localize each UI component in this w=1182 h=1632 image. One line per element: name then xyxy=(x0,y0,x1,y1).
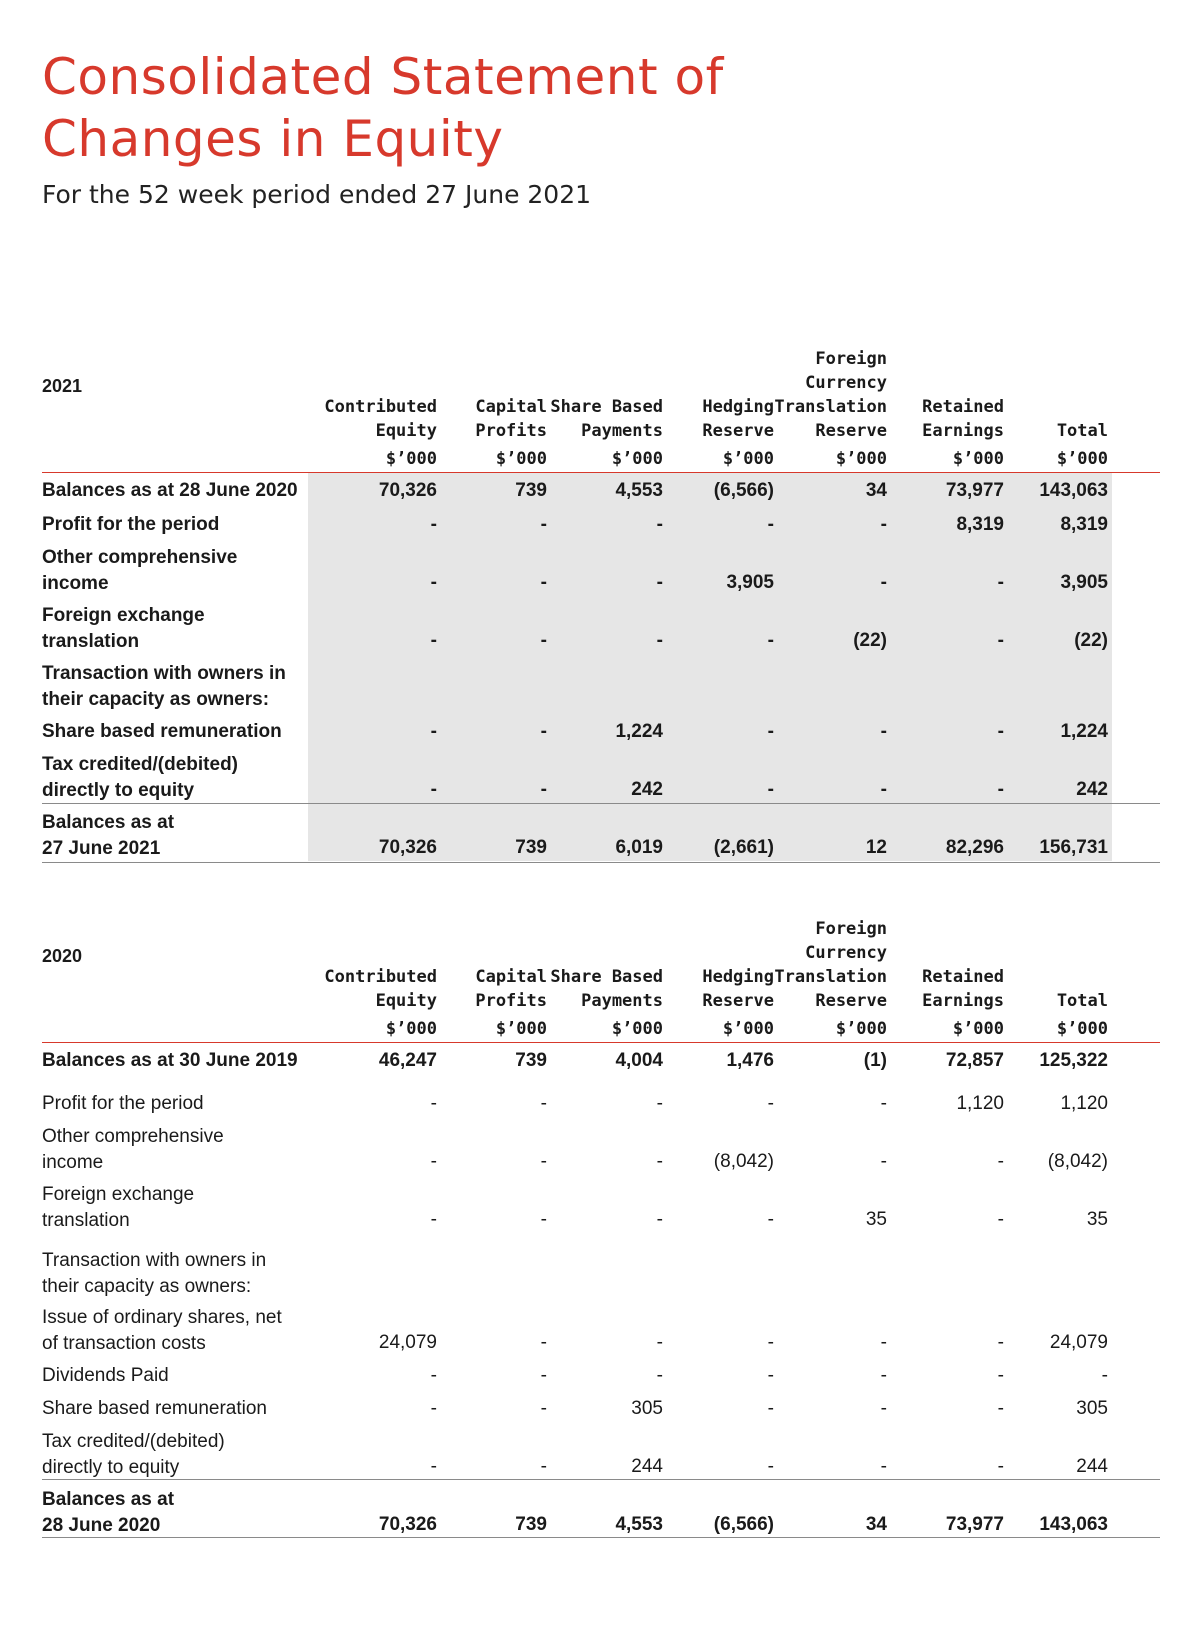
page-subtitle: For the 52 week period ended 27 June 2021 xyxy=(42,180,592,209)
cell-capital-profits: - xyxy=(540,1093,547,1114)
cell-total: 305 xyxy=(1076,1398,1108,1419)
row-label: Share based remuneration xyxy=(42,721,282,742)
cell-total: - xyxy=(1101,1365,1108,1386)
cell-total: 242 xyxy=(1076,779,1108,800)
column-header-hedging-reserve: Hedging Reserve $’000 xyxy=(702,967,774,1039)
cell-share-based-payments: 305 xyxy=(631,1398,663,1419)
cell-total: 3,905 xyxy=(1060,572,1108,593)
row-label: Other comprehensive income xyxy=(42,547,238,594)
cell-retained-earnings: - xyxy=(997,572,1004,593)
cell-capital-profits: - xyxy=(540,1398,547,1419)
cell-retained-earnings: - xyxy=(997,779,1004,800)
row-label: Balances as at 28 June 2020 xyxy=(42,1489,175,1536)
cell-total: 1,224 xyxy=(1060,721,1108,742)
column-header-share-based-payments: Share Based Payments $’000 xyxy=(550,397,663,469)
row-label: Balances as at 27 June 2021 xyxy=(42,812,175,859)
cell-total: (8,042) xyxy=(1047,1151,1108,1172)
column-header-share-based-payments: Share Based Payments $’000 xyxy=(550,967,663,1039)
row-label: Dividends Paid xyxy=(42,1365,169,1386)
cell-hedging-reserve: (6,566) xyxy=(713,1514,774,1535)
cell-hedging-reserve: - xyxy=(767,1093,774,1114)
cell-total: 244 xyxy=(1076,1456,1108,1477)
section-year: 2021 xyxy=(42,376,83,396)
cell-fx-translation-reserve: 34 xyxy=(865,480,887,501)
cell-retained-earnings: - xyxy=(997,721,1004,742)
cell-hedging-reserve: 3,905 xyxy=(726,572,774,593)
row-label: Tax credited/(debited) directly to equity xyxy=(42,754,239,801)
row-label: Foreign exchange translation xyxy=(42,605,205,652)
row-label: Transaction with owners in their capacity as owners: xyxy=(42,663,286,710)
cell-share-based-payments: 4,553 xyxy=(615,1514,663,1535)
column-header-contributed-equity: Contributed Equity $’000 xyxy=(324,967,437,1039)
cell-total: 125,322 xyxy=(1039,1050,1108,1071)
cell-contributed-equity: 70,326 xyxy=(378,480,437,501)
cell-contributed-equity: - xyxy=(430,779,437,800)
cell-capital-profits: - xyxy=(540,1209,547,1230)
row-label: Other comprehensive income xyxy=(42,1126,224,1173)
row-label: Tax credited/(debited) directly to equity xyxy=(42,1431,225,1478)
cell-fx-translation-reserve: - xyxy=(880,1332,887,1353)
cell-contributed-equity: - xyxy=(430,721,437,742)
cell-retained-earnings: - xyxy=(997,1332,1004,1353)
cell-share-based-payments: 242 xyxy=(631,779,663,800)
cell-total: 143,063 xyxy=(1039,1514,1108,1535)
cell-fx-translation-reserve: 35 xyxy=(865,1209,887,1230)
cell-hedging-reserve: - xyxy=(767,779,774,800)
cell-contributed-equity: - xyxy=(430,1398,437,1419)
cell-fx-translation-reserve: - xyxy=(880,514,887,535)
cell-share-based-payments: - xyxy=(656,1332,663,1353)
cell-fx-translation-reserve: 34 xyxy=(865,1514,887,1535)
cell-fx-translation-reserve: - xyxy=(880,779,887,800)
cell-contributed-equity: - xyxy=(430,1456,437,1477)
cell-fx-translation-reserve: 12 xyxy=(865,837,887,858)
cell-hedging-reserve: (2,661) xyxy=(713,837,774,858)
cell-share-based-payments: - xyxy=(656,630,663,651)
cell-fx-translation-reserve: - xyxy=(880,1151,887,1172)
row-label: Transaction with owners in their capacity as owners: xyxy=(42,1250,267,1297)
column-header-capital-profits: Capital Profits $’000 xyxy=(475,967,547,1039)
cell-share-based-payments: 6,019 xyxy=(615,837,663,858)
page-title xyxy=(42,46,724,170)
column-header-fx-translation-reserve: Foreign Currency Translation Reserve $’000 xyxy=(774,349,887,469)
cell-capital-profits: - xyxy=(540,630,547,651)
cell-contributed-equity: - xyxy=(430,630,437,651)
cell-hedging-reserve: - xyxy=(767,1398,774,1419)
row-label: Balances as at 30 June 2019 xyxy=(42,1050,298,1071)
cell-capital-profits: - xyxy=(540,1365,547,1386)
cell-retained-earnings: 1,120 xyxy=(956,1093,1004,1114)
cell-hedging-reserve: - xyxy=(767,630,774,651)
cell-total: 143,063 xyxy=(1039,480,1108,501)
column-header-total: Total $’000 xyxy=(1056,991,1108,1039)
header-rule xyxy=(42,1042,1160,1043)
cell-share-based-payments: 4,004 xyxy=(615,1050,663,1071)
cell-retained-earnings: - xyxy=(997,630,1004,651)
column-header-capital-profits: Capital Profits $’000 xyxy=(475,397,547,469)
title-line-2: Changes in Equity xyxy=(42,110,504,168)
cell-contributed-equity: - xyxy=(430,1209,437,1230)
column-header-total: Total $’000 xyxy=(1056,421,1108,469)
cell-fx-translation-reserve: - xyxy=(880,1456,887,1477)
cell-hedging-reserve: - xyxy=(767,1209,774,1230)
cell-hedging-reserve: (8,042) xyxy=(713,1151,774,1172)
cell-retained-earnings: - xyxy=(997,1398,1004,1419)
cell-retained-earnings: 72,857 xyxy=(945,1050,1004,1071)
cell-fx-translation-reserve: - xyxy=(880,1093,887,1114)
cell-capital-profits: - xyxy=(540,1151,547,1172)
cell-retained-earnings: - xyxy=(997,1151,1004,1172)
cell-capital-profits: 739 xyxy=(515,480,547,501)
cell-capital-profits: - xyxy=(540,1456,547,1477)
cell-share-based-payments: - xyxy=(656,1093,663,1114)
cell-share-based-payments: - xyxy=(656,1151,663,1172)
cell-retained-earnings: 73,977 xyxy=(945,1514,1004,1535)
cell-fx-translation-reserve: (22) xyxy=(853,630,887,651)
cell-capital-profits: - xyxy=(540,1332,547,1353)
cell-hedging-reserve: (6,566) xyxy=(713,480,774,501)
cell-retained-earnings: 73,977 xyxy=(945,480,1004,501)
column-header-hedging-reserve: Hedging Reserve $’000 xyxy=(702,397,774,469)
cell-hedging-reserve: - xyxy=(767,1332,774,1353)
column-header-fx-translation-reserve: Foreign Currency Translation Reserve $’000 xyxy=(774,919,887,1039)
cell-share-based-payments: - xyxy=(656,572,663,593)
cell-share-based-payments: - xyxy=(656,1365,663,1386)
cell-contributed-equity: 24,079 xyxy=(378,1332,437,1353)
cell-capital-profits: - xyxy=(540,514,547,535)
cell-retained-earnings: - xyxy=(997,1365,1004,1386)
cell-total: 1,120 xyxy=(1060,1093,1108,1114)
cell-capital-profits: 739 xyxy=(515,1050,547,1071)
column-header-retained-earnings: Retained Earnings $’000 xyxy=(922,967,1004,1039)
cell-total: 24,079 xyxy=(1049,1332,1108,1353)
cell-total: 8,319 xyxy=(1060,514,1108,535)
cell-hedging-reserve: - xyxy=(767,721,774,742)
cell-share-based-payments: - xyxy=(656,514,663,535)
cell-share-based-payments: 244 xyxy=(631,1456,663,1477)
cell-contributed-equity: - xyxy=(430,1093,437,1114)
cell-retained-earnings: 8,319 xyxy=(956,514,1004,535)
column-header-retained-earnings: Retained Earnings $’000 xyxy=(922,397,1004,469)
cell-retained-earnings: 82,296 xyxy=(945,837,1004,858)
cell-fx-translation-reserve: - xyxy=(880,572,887,593)
cell-fx-translation-reserve: - xyxy=(880,1365,887,1386)
section-year: 2020 xyxy=(42,946,83,966)
cell-fx-translation-reserve: - xyxy=(880,721,887,742)
row-label: Profit for the period xyxy=(42,514,220,535)
cell-capital-profits: - xyxy=(540,779,547,800)
cell-hedging-reserve: - xyxy=(767,1365,774,1386)
title-line-1: Consolidated Statement of xyxy=(42,48,724,106)
cell-contributed-equity: 70,326 xyxy=(378,837,437,858)
divider-rule xyxy=(42,862,1160,863)
cell-contributed-equity: 46,247 xyxy=(378,1050,437,1071)
cell-fx-translation-reserve: - xyxy=(880,1398,887,1419)
cell-share-based-payments: - xyxy=(656,1209,663,1230)
cell-hedging-reserve: - xyxy=(767,1456,774,1477)
cell-contributed-equity: - xyxy=(430,514,437,535)
cell-capital-profits: 739 xyxy=(515,1514,547,1535)
cell-total: 156,731 xyxy=(1039,837,1108,858)
cell-capital-profits: - xyxy=(540,572,547,593)
cell-retained-earnings: - xyxy=(997,1456,1004,1477)
row-label: Profit for the period xyxy=(42,1093,204,1114)
row-label: Share based remuneration xyxy=(42,1398,267,1419)
cell-total: (22) xyxy=(1074,630,1108,651)
row-label: Balances as at 28 June 2020 xyxy=(42,480,298,501)
cell-share-based-payments: 1,224 xyxy=(615,721,663,742)
cell-share-based-payments: 4,553 xyxy=(615,480,663,501)
row-label: Foreign exchange translation xyxy=(42,1184,195,1231)
row-label: Issue of ordinary shares, net of transaction costs xyxy=(42,1307,282,1354)
cell-retained-earnings: - xyxy=(997,1209,1004,1230)
cell-hedging-reserve: 1,476 xyxy=(726,1050,774,1071)
cell-total: 35 xyxy=(1086,1209,1108,1230)
cell-contributed-equity: 70,326 xyxy=(378,1514,437,1535)
cell-fx-translation-reserve: (1) xyxy=(863,1050,887,1071)
cell-contributed-equity: - xyxy=(430,1365,437,1386)
cell-contributed-equity: - xyxy=(430,1151,437,1172)
cell-hedging-reserve: - xyxy=(767,514,774,535)
header-rule xyxy=(42,472,1160,473)
cell-capital-profits: - xyxy=(540,721,547,742)
cell-contributed-equity: - xyxy=(430,572,437,593)
cell-capital-profits: 739 xyxy=(515,837,547,858)
column-header-contributed-equity: Contributed Equity $’000 xyxy=(324,397,437,469)
